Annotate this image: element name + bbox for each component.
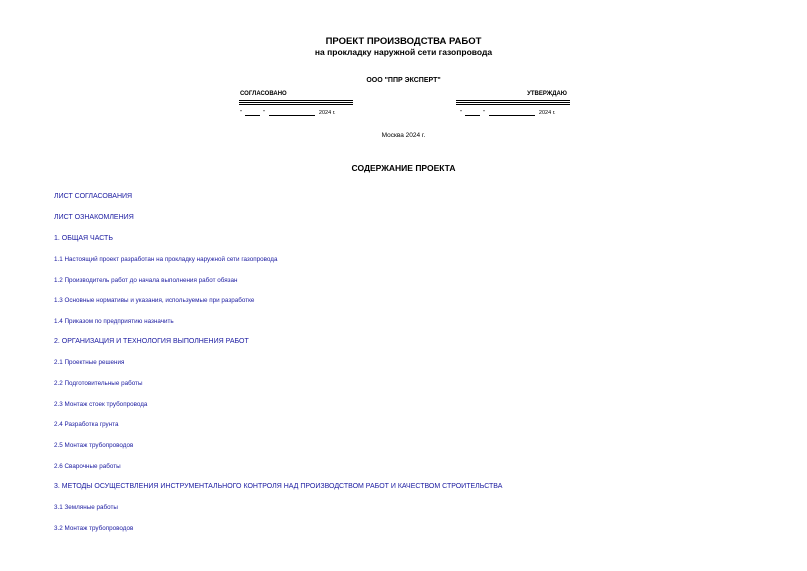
- toc-item-3-1[interactable]: 3.1 Земляные работы: [54, 504, 118, 511]
- organization-name: ООО "ППР ЭКСПЕРТ": [366, 77, 441, 84]
- month-blank: [269, 110, 315, 116]
- toc-item-familiarization-sheet[interactable]: ЛИСТ ОЗНАКОМЛЕНИЯ: [54, 214, 134, 221]
- agreed-date-line: [240, 110, 336, 116]
- toc-item-2-1[interactable]: 2.1 Проектные решения: [54, 359, 125, 366]
- day-blank: [465, 110, 480, 116]
- agreed-label: СОГЛАСОВАНО: [240, 91, 287, 97]
- document-title: ПРОЕКТ ПРОИЗВОДСТВА РАБОТ: [325, 36, 482, 47]
- quote-close: ": [262, 110, 265, 116]
- toc-item-2-2[interactable]: 2.2 Подготовительные работы: [54, 380, 143, 387]
- toc-item-2-3[interactable]: 2.3 Монтаж стоек трубопровода: [54, 401, 148, 408]
- toc-item-2-5[interactable]: 2.5 Монтаж трубопроводов: [54, 442, 134, 449]
- toc-item-section-1[interactable]: 1. ОБЩАЯ ЧАСТЬ: [54, 235, 113, 242]
- toc-item-section-2[interactable]: 2. ОРГАНИЗАЦИЯ И ТЕХНОЛОГИЯ ВЫПОЛНЕНИЯ РАБОТ: [54, 338, 249, 345]
- toc-item-3-2[interactable]: 3.2 Монтаж трубопроводов: [54, 525, 134, 532]
- toc-item-section-3[interactable]: 3. МЕТОДЫ ОСУЩЕСТВЛЕНИЯ ИНСТРУМЕНТАЛЬНОГО КОНТРОЛЯ НАД ПРОИЗВОДСТВОМ РАБОТ И КАЧЕСТВОМ СТРОИТЕЛЬСТВА: [54, 483, 503, 490]
- approved-signature-lines: [456, 100, 570, 107]
- city-year: Москва 2024 г.: [381, 132, 426, 139]
- year-text: 2024 г.: [538, 110, 556, 116]
- approved-label: УТВЕРЖДАЮ: [527, 91, 567, 97]
- year-text: 2024 г.: [318, 110, 336, 116]
- quote-open: ": [240, 110, 242, 116]
- toc-item-approval-sheet[interactable]: ЛИСТ СОГЛАСОВАНИЯ: [54, 193, 133, 200]
- contents-title: СОДЕРЖАНИЕ ПРОЕКТА: [351, 163, 456, 173]
- month-blank: [489, 110, 535, 116]
- approved-date-line: [460, 110, 556, 116]
- quote-open: ": [460, 110, 462, 116]
- toc-item-1-4[interactable]: 1.4 Приказом по предприятию назначить: [54, 318, 174, 325]
- toc-item-1-3[interactable]: 1.3 Основные нормативы и указания, используемые при разработке: [54, 297, 255, 304]
- toc-item-2-4[interactable]: 2.4 Разработка грунта: [54, 421, 119, 428]
- document-subtitle: на прокладку наружной сети газопровода: [314, 47, 493, 57]
- toc-item-2-6[interactable]: 2.6 Сварочные работы: [54, 463, 121, 470]
- toc-item-1-1[interactable]: 1.1 Настоящий проект разработан на прокладку наружной сети газопровода: [54, 256, 278, 263]
- toc-item-1-2[interactable]: 1.2 Производитель работ до начала выполнения работ обязан: [54, 277, 238, 284]
- quote-close: ": [482, 110, 485, 116]
- agreed-signature-lines: [239, 100, 353, 107]
- day-blank: [245, 110, 260, 116]
